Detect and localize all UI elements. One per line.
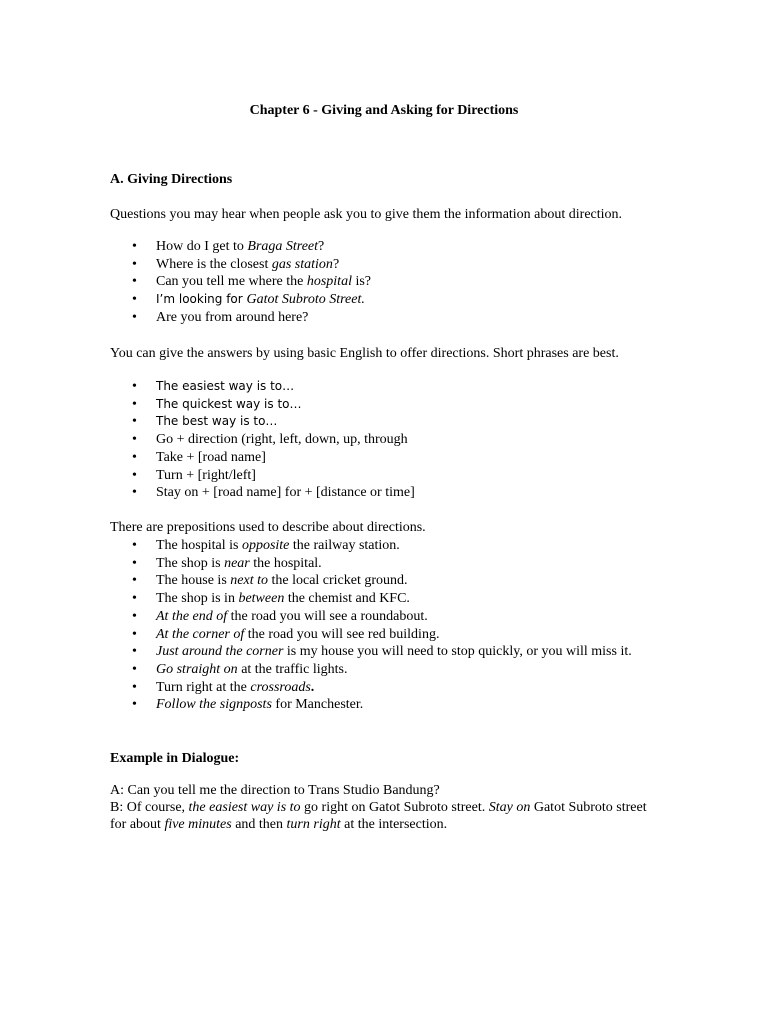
bullet-icon: • — [132, 626, 137, 642]
questions-intro: Questions you may hear when people ask you to give them the information about direction. — [110, 207, 623, 222]
list-item — [110, 467, 658, 485]
answers-list — [110, 378, 658, 502]
italic-text: next to — [230, 573, 268, 589]
italic-text: the easiest way is to — [188, 800, 301, 815]
italic-text: crossroads — [250, 679, 311, 695]
text-run: go right on Gatot Subroto street. — [300, 800, 489, 815]
text-run: Turn right at the — [156, 679, 251, 695]
dialogue-line-a: A: Can you tell me the direction to Trans Studio Bandung? — [110, 783, 440, 798]
bullet-icon: • — [132, 396, 137, 412]
bullet-icon: • — [132, 449, 137, 465]
italic-text: Gatot Subroto Street. — [246, 292, 365, 308]
list-item — [110, 291, 658, 309]
italic-text: Go straight on — [156, 661, 238, 677]
list-item — [110, 238, 658, 256]
list-item — [110, 679, 658, 697]
bullet-icon: • — [132, 661, 137, 677]
prepositions-list — [110, 537, 658, 714]
bullet-icon: • — [132, 239, 137, 254]
italic-text: gas station — [271, 256, 333, 272]
text-run: ? — [332, 256, 340, 272]
bullet-icon: • — [132, 679, 137, 695]
text-run: the road you will see red building. — [244, 626, 440, 642]
list-item — [110, 572, 658, 590]
list-item — [110, 590, 658, 608]
text-run: for Manchester. — [271, 697, 364, 713]
text-run: Gatot Subroto street for about — [110, 800, 647, 832]
italic-text: hospital — [306, 274, 352, 290]
text-run: the chemist and KFC. — [284, 591, 410, 607]
questions-list — [110, 238, 658, 327]
italic-text: five minutes — [164, 817, 232, 832]
list-item — [110, 309, 658, 327]
page-title: Chapter 6 - Giving and Asking for Directions — [249, 103, 519, 118]
bullet-icon: • — [132, 538, 137, 553]
list-item — [110, 643, 658, 661]
bullet-icon: • — [132, 309, 137, 325]
section-heading: A. Giving Directions — [110, 172, 233, 187]
italic-text: near — [224, 555, 250, 571]
bullet-icon: • — [132, 274, 137, 290]
italic-text: opposite — [241, 538, 290, 553]
text-run: I’m looking for — [156, 292, 247, 307]
text-run: The quickest way is to… — [156, 396, 302, 411]
list-item — [110, 484, 658, 502]
italic-text: Stay on — [488, 800, 531, 815]
dialogue-line-b — [110, 799, 658, 833]
text-run: The hospital is — [156, 538, 242, 553]
bullet-icon: • — [132, 697, 137, 713]
prepositions-intro: There are prepositions used to describe about directions. — [110, 520, 426, 535]
text-run: The shop is in — [156, 591, 239, 607]
list-item — [110, 537, 658, 555]
list-item — [110, 626, 658, 644]
italic-text: At the end of — [156, 608, 228, 624]
text-run: ? — [318, 239, 325, 254]
text-run: is? — [351, 274, 372, 290]
bullet-icon: • — [132, 555, 137, 571]
bullet-icon: • — [132, 467, 137, 483]
italic-text: turn right — [286, 817, 341, 832]
italic-text: between — [238, 591, 285, 607]
text-run: The shop is — [156, 555, 225, 571]
bullet-icon: • — [132, 432, 137, 448]
text-run: at the traffic lights. — [237, 661, 348, 677]
text-run: the local cricket ground. — [267, 573, 408, 589]
text-run: and then — [231, 817, 287, 832]
list-item — [110, 378, 658, 396]
text-run: the hospital. — [249, 555, 322, 571]
bullet-icon: • — [132, 292, 137, 308]
text-run: Can you tell me where the — [156, 274, 307, 290]
bullet-icon: • — [132, 379, 137, 394]
text-run: Turn + [right/left] — [156, 467, 256, 483]
italic-text: At the corner of — [156, 626, 245, 642]
list-item — [110, 608, 658, 626]
text-run: Where is the closest — [156, 256, 272, 272]
bullet-icon: • — [132, 414, 137, 430]
bullet-icon: • — [132, 591, 137, 607]
text-run: at the intersection. — [340, 817, 448, 832]
italic-text: Follow the signposts — [156, 697, 272, 713]
bullet-icon: • — [132, 573, 137, 589]
text-run: Go + direction (right, left, down, up, through — [156, 432, 408, 448]
list-item — [110, 431, 658, 449]
list-item — [110, 661, 658, 679]
text-run: the railway station. — [289, 538, 400, 553]
text-run: B: Of course, — [110, 800, 189, 815]
text-run: The best way is to… — [156, 414, 278, 429]
list-item — [110, 256, 658, 274]
text-run: Take + [road name] — [156, 449, 266, 465]
answers-intro: You can give the answers by using basic English to offer directions. Short phrases are best. — [110, 346, 619, 361]
list-item — [110, 449, 658, 467]
text-run: The easiest way is to… — [156, 379, 295, 393]
bullet-icon: • — [132, 644, 137, 660]
list-item — [110, 413, 658, 431]
text-run: How do I get to — [156, 239, 248, 254]
text-run: the road you will see a roundabout. — [227, 608, 428, 624]
dialogue-heading: Example in Dialogue: — [110, 751, 240, 766]
bullet-icon: • — [132, 485, 137, 501]
bullet-icon: • — [132, 256, 137, 272]
text-run: . — [310, 679, 315, 695]
text-run: is my house you will need to stop quickly, or you will miss it. — [283, 644, 632, 660]
list-item — [110, 396, 658, 414]
bullet-icon: • — [132, 608, 137, 624]
list-item — [110, 555, 658, 573]
list-item — [110, 273, 658, 291]
italic-text: Braga Street — [247, 239, 319, 254]
text-run: Are you from around here? — [156, 309, 309, 325]
italic-text: Just around the corner — [156, 644, 284, 660]
text-run: The house is — [156, 573, 231, 589]
list-item — [110, 696, 658, 714]
text-run: Stay on + [road name] for + [distance or time] — [156, 485, 415, 501]
